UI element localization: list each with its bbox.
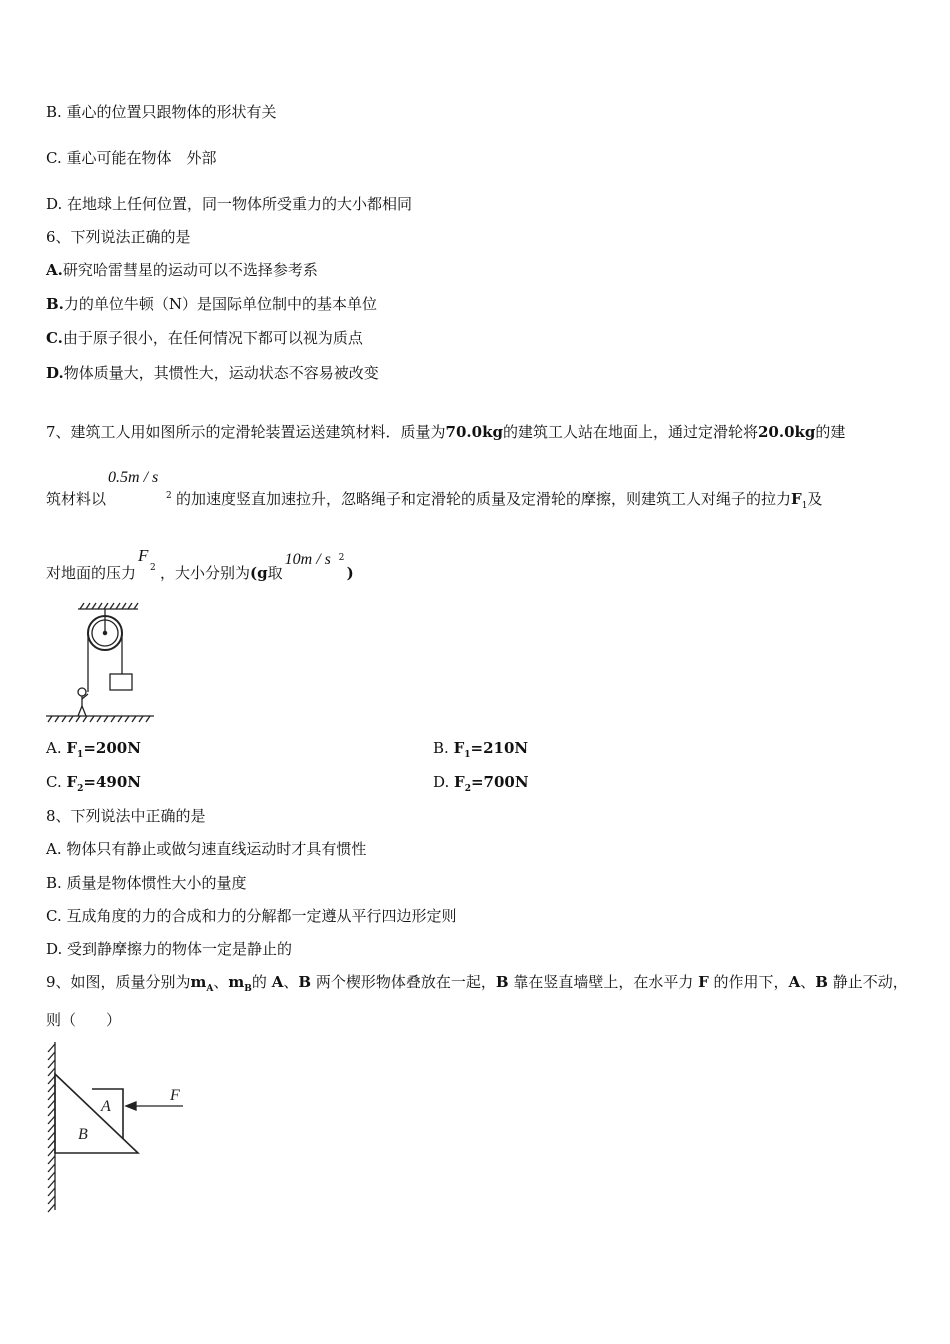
q7-option-subscript: 2: [464, 784, 471, 794]
q7-acceleration: [106, 469, 176, 504]
q9-mass-b: m: [228, 973, 245, 991]
q7-option-value: =210N: [470, 739, 529, 757]
q7-accel-exponent: 2: [166, 491, 172, 501]
q7-g-number: 10m / s: [284, 551, 331, 568]
q9-label: B: [495, 973, 509, 991]
q6-key-b: B.: [46, 295, 64, 313]
q7-g-value: [283, 551, 347, 578]
force-label-f: F: [170, 1087, 180, 1104]
q8-option-b: B. 质量是物体惯性大小的量度: [46, 874, 247, 892]
q6-text-b: 力的单位牛顿（N）是国际单位制中的基本单位: [63, 295, 378, 313]
q7-option-subscript: 1: [464, 750, 471, 760]
q9-label: B: [298, 973, 312, 991]
q9-mass-b-subscript: B: [244, 984, 252, 994]
q9-text: 静止不动，: [832, 973, 908, 991]
q7-mass-material: 20.0kg: [757, 423, 816, 441]
q9-mass-a: m: [190, 973, 207, 991]
q7-option-b: [433, 738, 528, 765]
wedge-diagram: [40, 1040, 200, 1215]
q7-option-key: A.: [46, 739, 62, 757]
q9-line1: [46, 972, 908, 999]
q9-label: A: [271, 973, 284, 991]
q7-g-close: ): [346, 564, 354, 582]
option-b-prev: B. 重心的位置只跟物体的形状有关: [46, 103, 277, 121]
q7-option-subscript: 2: [77, 784, 84, 794]
q6-option-b: [46, 294, 377, 314]
q7-text: ，大小分别为: [160, 564, 251, 582]
q6-text-d: 物体质量大，其惯性大，运动状态不容易被改变: [63, 364, 379, 382]
q6-key-c: C.: [46, 329, 63, 347]
q9-line2: 则（ ）: [46, 1011, 122, 1029]
q8-stem: 8、下列说法中正确的是: [46, 807, 206, 825]
q7-text: 取: [267, 564, 283, 582]
q6-key-d: D.: [46, 364, 64, 382]
q7-option-value: =200N: [83, 739, 141, 757]
q7-text: 的建: [815, 423, 846, 441]
q7-text: 对地面的压力: [46, 564, 137, 582]
q8-option-d: D. 受到静摩擦力的物体一定是静止的: [46, 940, 293, 958]
q9-text: 、: [213, 973, 229, 991]
q7-text: 筑材料以: [46, 490, 107, 508]
q7-option-value: =490N: [83, 773, 142, 791]
q7-option-value: =700N: [470, 773, 529, 791]
q7-text: 及: [807, 490, 823, 508]
q9-text: 9、如图，质量分别为: [46, 973, 191, 991]
q9-text: 靠在竖直墙壁上，在水平力: [513, 973, 694, 991]
option-d-prev: D. 在地球上任何位置，同一物体所受重力的大小都相同: [46, 195, 413, 213]
q7-option-key: B.: [433, 739, 449, 757]
q9-text: 、: [283, 973, 299, 991]
q7-text: 的建筑工人站在地面上，通过定滑轮将: [502, 423, 758, 441]
q9-mass-a-subscript: A: [206, 984, 214, 994]
q9-text: 两个楔形物体叠放在一起，: [315, 973, 496, 991]
q7-line2: [46, 469, 823, 516]
q7-g-open: (g: [250, 564, 268, 582]
q6-option-d: [46, 363, 379, 383]
option-c-prev: C. 重心可能在物体 外部: [46, 149, 217, 167]
q6-text-a: 研究哈雷彗星的运动可以不选择参考系: [62, 261, 318, 279]
q6-option-a: [46, 260, 318, 280]
q7-f1-subscript: 1: [801, 501, 808, 511]
q6-text-c: 由于原子很小，在任何情况下都可以视为质点: [62, 329, 363, 347]
q9-force-label: F: [698, 973, 709, 991]
q6-key-a: A.: [46, 261, 63, 279]
q7-option-key: C.: [46, 773, 62, 791]
q7-option-c: [46, 772, 141, 799]
wedge-label-b: B: [78, 1126, 88, 1143]
q7-option-symbol: F: [453, 739, 465, 757]
q6-stem: 6、下列说法正确的是: [46, 228, 191, 246]
q7-option-symbol: F: [454, 773, 465, 791]
q7-g-exponent: 2: [338, 553, 345, 563]
q7-option-symbol: F: [66, 739, 78, 757]
q7-option-d: [433, 772, 529, 799]
q8-option-c: C. 互成角度的力的合成和力的分解都一定遵从平行四边形定则: [46, 907, 457, 925]
q7-mass-worker: 70.0kg: [445, 423, 503, 441]
q7-text: 7、建筑工人用如图所示的定滑轮装置运送建筑材料．质量为: [46, 423, 446, 441]
q6-option-c: [46, 328, 363, 348]
q7-option-symbol: F: [66, 773, 78, 791]
wedge-label-a: A: [101, 1098, 111, 1115]
q9-label: A: [788, 973, 801, 991]
q9-text: 、: [800, 973, 816, 991]
q9-label: B: [815, 973, 828, 991]
q7-option-a: [46, 738, 141, 765]
q7-text: 的加速度竖直加速拉升，忽略绳子和定滑轮的质量及定滑轮的摩擦，则建筑工人对绳子的拉力: [176, 490, 792, 508]
q7-accel-value: 0.5m / s: [108, 469, 159, 486]
q7-f1-symbol: F: [791, 490, 802, 508]
q8-option-a: A. 物体只有静止或做匀速直线运动时才具有惯性: [46, 840, 367, 858]
q7-line3: [46, 546, 354, 583]
q7-line1: [46, 422, 845, 442]
q7-option-subscript: 1: [77, 750, 84, 760]
pulley-diagram: [44, 600, 158, 725]
q9-text: 的: [251, 973, 267, 991]
q9-text: 的作用下，: [713, 973, 789, 991]
q7-option-key: D.: [433, 773, 450, 791]
q7-f2-symbol: F: [138, 546, 149, 565]
q7-f2-subscript: 2: [150, 563, 156, 573]
q7-f2-math: [136, 546, 160, 578]
